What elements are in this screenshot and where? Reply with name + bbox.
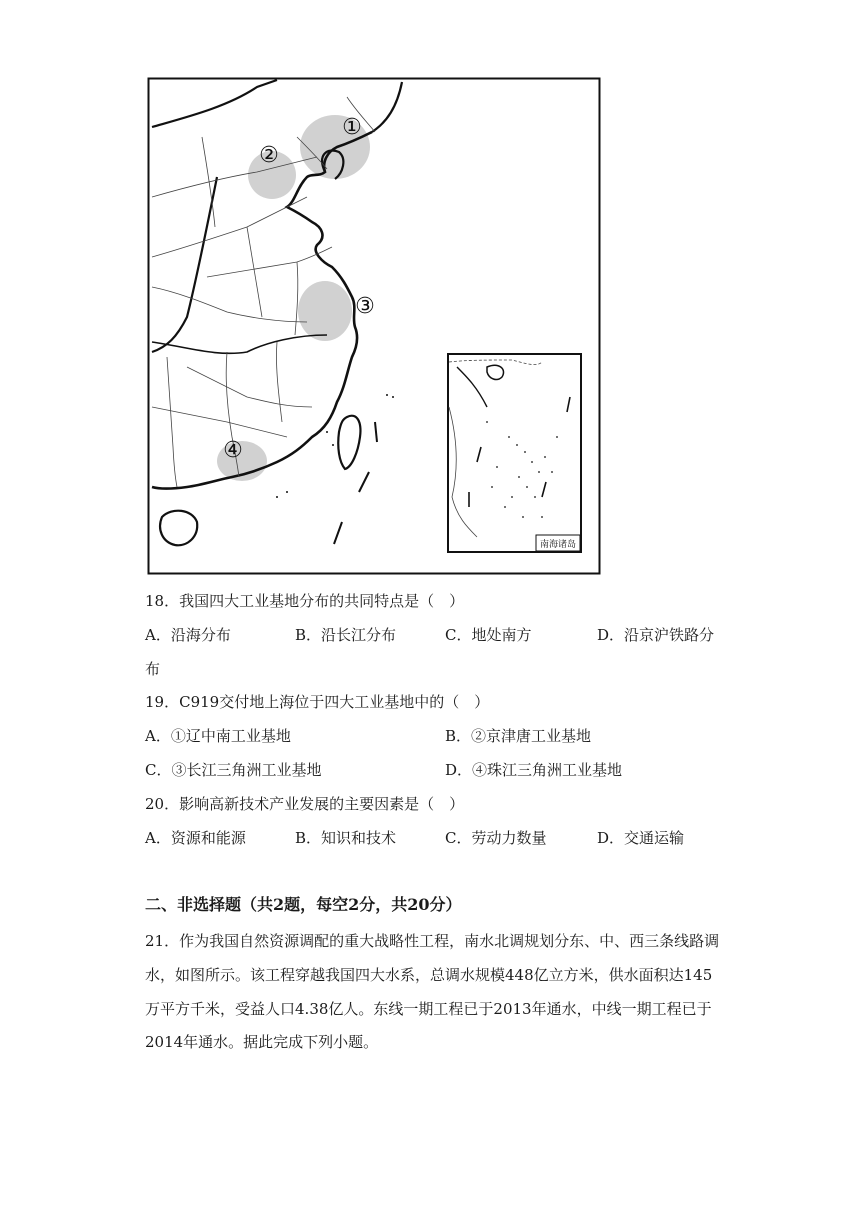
q21-line-2: 水，如图所示。该工程穿越我国四大水系，总调水规模448亿立方米，供水面积达145 xyxy=(145,966,713,984)
q18-option-c: C．地处南方 xyxy=(445,626,532,644)
marker-1: ① xyxy=(342,115,362,140)
industrial-base-map xyxy=(147,77,601,575)
question-18-stem: 18．我国四大工业基地分布的共同特点是（ ） xyxy=(145,592,465,610)
section-2-heading: 二、非选择题（共2题，每空2分，共20分） xyxy=(145,895,462,914)
q19-option-d: D．④珠江三角洲工业基地 xyxy=(445,761,623,779)
q18-option-a: A．沿海分布 xyxy=(145,626,231,644)
q21-line-1: 21．作为我国自然资源调配的重大战略性工程，南水北调规划分东、中、西三条线路调 xyxy=(145,932,720,950)
region-3-shade xyxy=(298,281,352,341)
q21-line-4: 2014年通水。据此完成下列小题。 xyxy=(145,1033,379,1051)
q18-option-d: D．沿京沪铁路分 xyxy=(597,626,715,644)
q20-option-c: C．劳动力数量 xyxy=(445,829,547,847)
q20-option-b: B．知识和技术 xyxy=(295,829,397,847)
q19-option-a: A．①辽中南工业基地 xyxy=(145,727,291,745)
question-20-stem: 20．影响高新技术产业发展的主要因素是（ ） xyxy=(145,795,465,813)
q20-option-a: A．资源和能源 xyxy=(145,829,246,847)
south-china-sea-inset xyxy=(448,354,581,552)
question-19-stem: 19．C919交付地上海位于四大工业基地中的（ ） xyxy=(145,693,490,711)
q19-option-b: B．②京津唐工业基地 xyxy=(445,727,592,745)
q21-line-3: 万平方千米，受益人口4.38亿人。东线一期工程已于2013年通水，中线一期工程已于 xyxy=(145,1000,712,1018)
inset-label: 南海诸岛 xyxy=(539,540,577,550)
q19-option-c: C．③长江三角洲工业基地 xyxy=(145,761,322,779)
q20-option-d: D．交通运输 xyxy=(597,829,685,847)
marker-3: ③ xyxy=(355,294,375,319)
marker-2: ② xyxy=(259,143,279,168)
marker-4: ④ xyxy=(223,438,243,463)
q18-option-b: B．沿长江分布 xyxy=(295,626,397,644)
q18-option-d-wrap: 布 xyxy=(145,660,161,678)
